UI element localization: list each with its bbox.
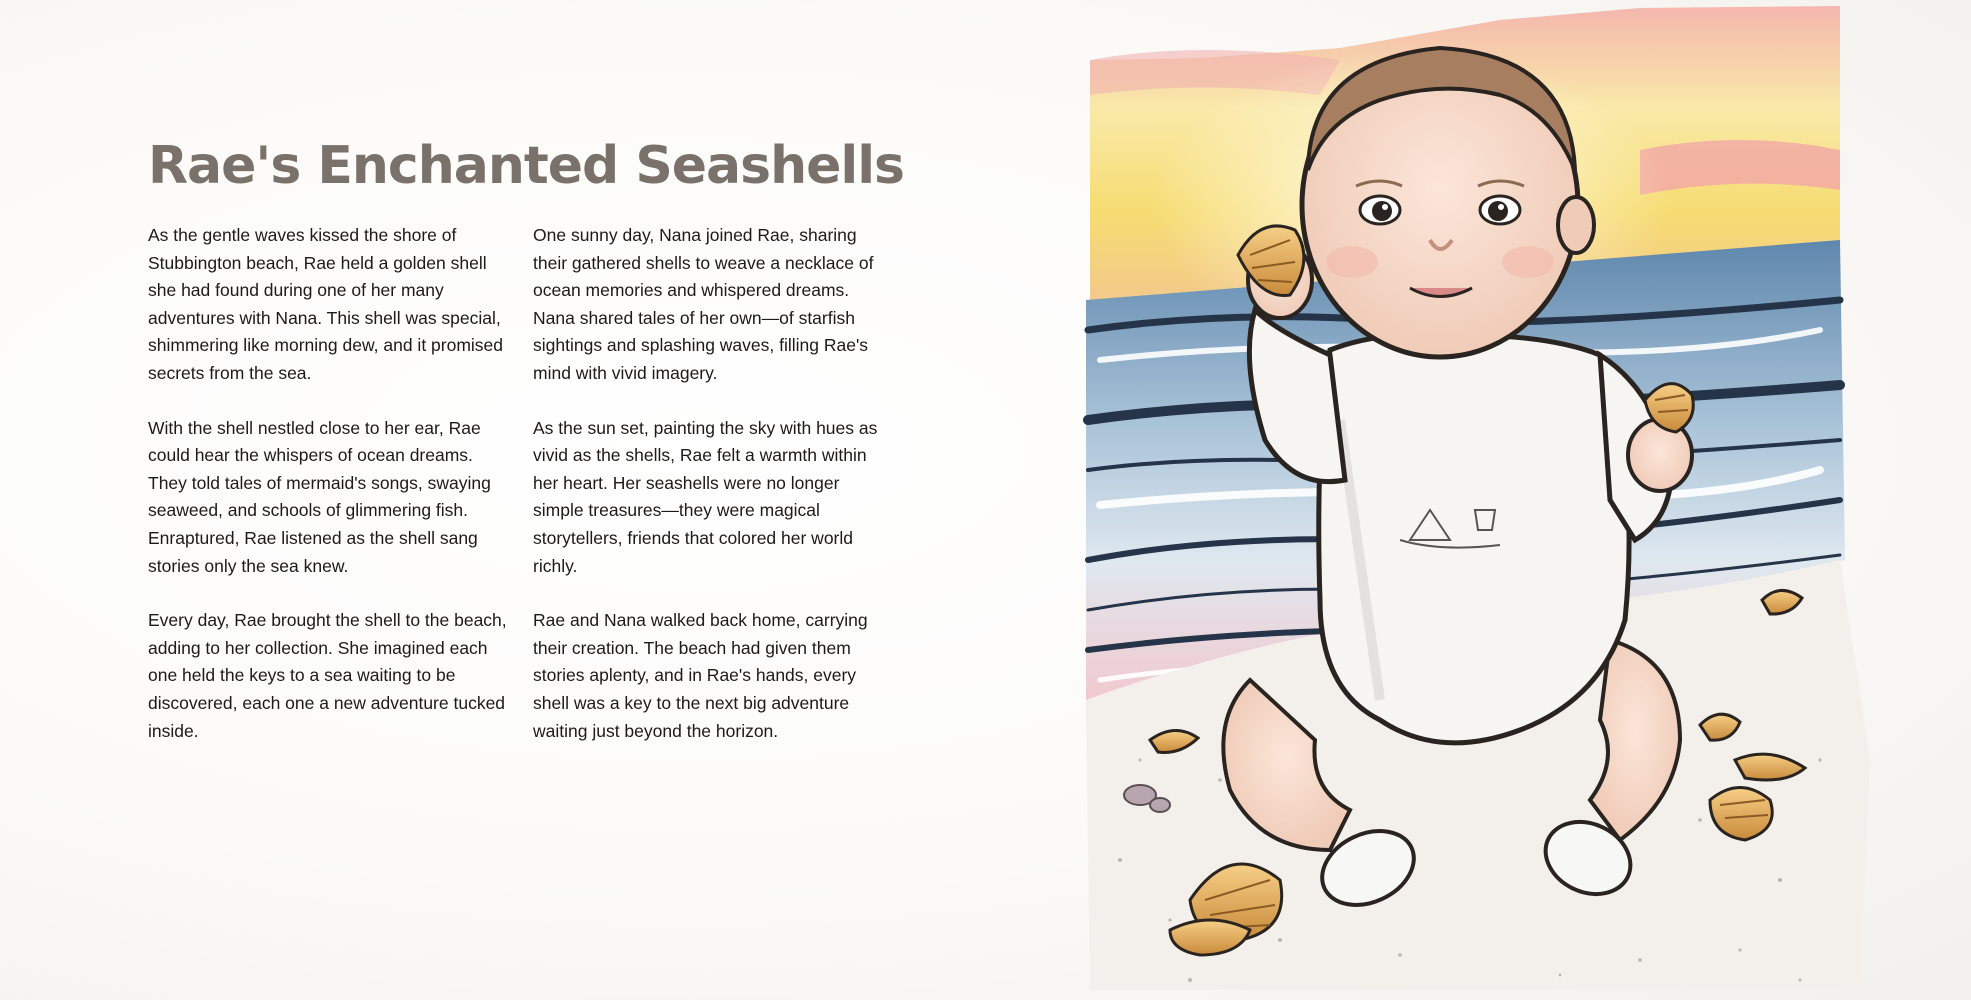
story-paragraph: As the gentle waves kissed the shore of Stubbington beach, Rae held a golden shell she had found during one of her many adventures with Nana. This shell was special, shimmering like morning dew, and it promised secrets from the sea. xyxy=(148,225,504,383)
baby-ear xyxy=(1558,197,1594,253)
illustration-artwork xyxy=(1080,0,1920,1000)
story-title: Rae's Enchanted Seashells xyxy=(148,136,904,196)
story-paragraph: One sunny day, Nana joined Rae, sharing their gathered shells to weave a necklace of ocean memories and whispered dreams. Nana shared tales of her own—of starfish sightings and splashing waves, filling Rae's mind with vivid imagery. xyxy=(533,225,874,383)
story-paragraph: Every day, Rae brought the shell to the beach, adding to her collection. She imagined each one held the keys to a sea waiting to be discovered, each one a new adventure tucked inside. xyxy=(148,610,507,741)
story-paragraph: Rae and Nana walked back home, carrying their creation. The beach had given them stories aplenty, and in Rae's hands, every shell was a key to the next big adventure waiting just beyond the horizon. xyxy=(533,610,868,741)
text-column-left xyxy=(148,222,508,772)
story-paragraph: As the sun set, painting the sky with hues as vivid as the shells, Rae felt a warmth within her heart. Her seashells were no longer simple treasures—they were magical storytellers, friends that colored her world richly. xyxy=(533,417,878,576)
baby-onesie xyxy=(1319,334,1629,743)
story-paragraph: With the shell nestled close to her ear, Rae could hear the whispers of ocean dreams. They told tales of mermaid's songs, swaying seaweed, and schools of glimmering fish. Enraptured, Rae listened as the shell sang stories only the sea knew. xyxy=(148,417,491,576)
baby-right-hand xyxy=(1628,419,1692,491)
baby-beach-illustration xyxy=(1080,0,1920,1000)
text-column-right xyxy=(533,222,893,772)
